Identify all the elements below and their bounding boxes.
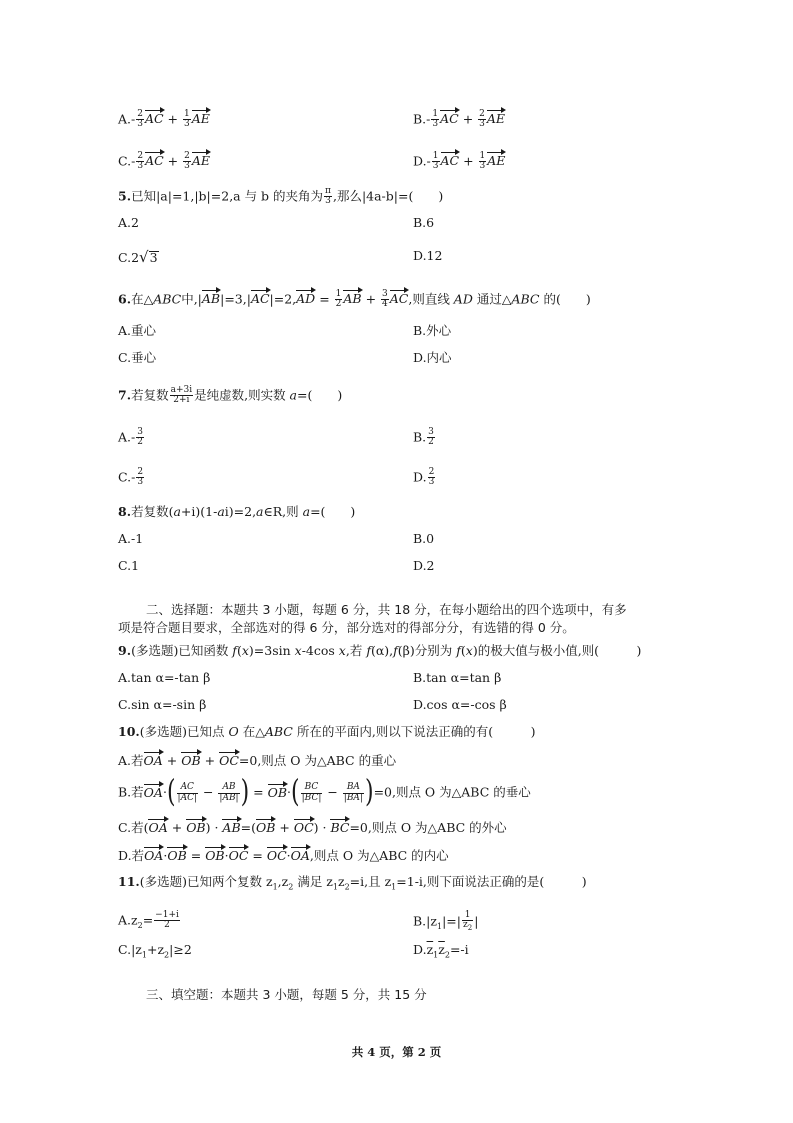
q7-option-b [413,428,436,448]
question-text: )的极大值与极小值,则( ) [472,643,642,658]
question-number: 11. [118,874,140,889]
question-text: =i,且 z [349,874,392,889]
option-label: A.- [118,111,136,127]
subscript: 2 [288,882,294,892]
denominator: 2+i [173,395,190,406]
dot-operator: · [162,784,167,800]
question-text: ,那么|4a-b|=( ) [332,188,444,204]
fraction [343,783,364,803]
vector-ab: AB [343,291,362,307]
question-text: (多选题)已知函数 [131,643,233,658]
denominator: |AB| [219,792,239,803]
right-paren: ) [240,774,250,810]
question-text: i)=2, [224,504,257,519]
q5-option-b: B.6 [413,215,435,230]
vector-bc: BC [330,820,350,835]
question-text: 在△ [238,724,265,739]
numerator: 2 [137,467,144,477]
question-text: ( [236,643,242,658]
fraction [301,783,323,803]
function-f: f [393,643,398,658]
fraction [427,428,435,448]
question-text: ∈R,则 [263,504,303,519]
denominator: |BC| [301,792,322,803]
denominator: 2 [164,920,170,931]
denominator: 3 [184,161,190,172]
option-label: D. [413,469,427,485]
denominator: 2 [137,437,143,448]
numerator: BA [343,783,364,793]
numerator: 1 [479,151,486,161]
q9-option-a: A.tan α=-tan β [118,670,211,685]
subscript: 1 [272,882,278,892]
q4-option-a: A.- $\frac{2}{3}$ AC + $\frac{1}{3}$ AE [118,109,210,130]
variable-a: a [173,504,181,519]
q5-option-c [118,250,159,265]
section-2-heading [118,601,678,637]
subscript: 1 [332,882,338,892]
variable-a: a [302,504,311,519]
subscript: 1 [433,950,439,960]
section-3-heading: 三、填空题：本题共 3 小题，每题 5 分，共 15 分 [146,987,427,1002]
question-text: 若复数( [131,504,174,519]
page-footer: 共 4 页，第 2 页 [351,1045,442,1059]
numerator: BC [301,783,323,793]
variable-x: x [338,643,346,658]
question-text: -4cos [301,643,339,658]
option-label: D.- [413,153,431,169]
denominator: 3 [479,119,485,130]
numerator: π [325,186,331,196]
option-text: =0,则点 O 为△ABC 的垂心 [373,784,531,800]
denominator: |AC| [177,792,197,803]
question-8 [118,506,355,519]
option-label: C.若( [118,820,149,835]
equals-sign: = [315,291,334,307]
fraction [478,110,486,130]
vector-oc: OC [266,848,287,863]
denominator: |BA| [343,792,363,803]
fraction [381,290,389,310]
subscript: 1 [141,950,147,960]
subscript: 2 [467,924,473,933]
question-text: ,则直线 [408,291,454,307]
denominator: 3 [325,196,331,207]
q10-option-a: A.若OA + OB + OC=0,则点 O 为△ABC 的重心 [118,753,397,768]
option-label: C.- [118,469,136,485]
denominator: 2 [428,437,434,448]
question-6 [118,290,591,310]
option-text: =0,则点 O 为△ABC 的外心 [349,820,507,835]
question-number: 8. [118,504,132,519]
question-10 [118,726,536,739]
denominator: 3 [137,161,144,172]
vector-oc: OC [228,848,249,863]
question-text: 通过△ [472,291,512,307]
numerator: 3 [382,289,388,299]
option-label: B.- [413,111,431,127]
fraction [136,428,144,448]
variable-x: x [465,643,473,658]
line-ad: AD [453,291,473,307]
denominator [462,921,473,932]
fraction [154,911,180,931]
variable-x: x [294,643,302,658]
question-text: (β)分别为 [397,643,457,658]
vector-oc: OC [293,820,314,835]
numerator: 1 [335,289,342,299]
denominator: 3 [432,161,439,172]
option-label: B.|z [413,913,437,929]
option-label: A.- [118,429,136,445]
fraction [183,152,191,172]
variable-a: a [217,504,225,519]
question-text: )=3sin [248,643,295,658]
question-text: =1-i,则下面说法正确的是( ) [396,874,587,889]
option-label: B.若 [118,784,144,800]
numerator: 2 [137,151,144,161]
function-f: f [366,643,371,658]
question-text: (多选题)已知点 [139,724,229,739]
numerator: 3 [137,427,143,437]
question-text: |=3,| [220,291,251,307]
option-label: C.2 [118,250,140,265]
vector-oa: OA [148,820,168,835]
vector-ac: AC [440,111,459,127]
triangle-abc: ABC [264,724,293,739]
question-text: 的( ) [539,291,591,307]
fraction [218,783,239,803]
question-text: =( ) [310,504,356,519]
left-paren: ( [166,774,176,810]
q9-option-d: D.cos α=-cos β [413,697,507,712]
question-11: 11.(多选题)已知两个复数 $z_1,z_2$ 满足 $z_1z_2=i$,且 $z_1=1-i$,则下面说法正确的是( ) [118,874,587,892]
left-paren: ( [291,774,300,810]
radicand: 3 [149,250,158,265]
question-text: 在△ [131,291,154,307]
q11-option-d [413,944,469,960]
numerator: 2 [184,151,190,161]
numerator: 1 [183,109,190,119]
numerator: AB [218,783,239,793]
q6-option-d: D.内心 [413,350,452,365]
denominator: 3 [183,119,190,130]
vector-ae: AE [487,153,506,169]
fraction [136,110,144,130]
option-label: A.z [118,912,138,928]
q8-option-c: C.1 [118,558,140,573]
triangle-abc: ABC [511,291,540,307]
q6-option-a: A.重心 [118,323,157,338]
option-text: =0,则点 O 为△ABC 的重心 [238,753,397,768]
numerator: 3 [428,427,434,437]
option-text: |=| [442,913,461,929]
subscript: 2 [137,920,143,930]
numerator: −1+i [155,910,179,920]
vector-ob: OB [186,820,206,835]
option-label: D. [413,942,427,957]
vector-ab: AB [201,291,221,307]
section-text: 二、选择题：本题共 3 小题，每题 6 分，共 18 分，在每小题给出的四个选项中，有多 [146,602,627,617]
q7-option-c [118,468,145,488]
numerator: 1 [432,151,439,161]
fraction [136,152,144,172]
q10-option-d: D.若OA·OB = OB·OC = OC·OA,则点 O 为△ABC 的内心 [118,848,449,863]
q8-option-a: A.-1 [118,531,144,546]
question-9 [118,645,641,658]
variable-a: a [256,504,264,519]
numerator: AC [177,783,198,793]
q4-option-d: D.- $\frac{1}{3}$ AC + $\frac{1}{3}$ AE [413,151,506,172]
vector-oa: OA [144,848,164,863]
q5-option-a: A.2 [118,215,139,230]
vector-ac: AC [144,111,164,127]
fraction [177,783,198,803]
function-f: f [456,643,461,658]
question-text: 所在的平面内,则以下说法正确的有( ) [292,724,536,739]
vector-ae: AE [191,111,210,127]
vector-ad: AD [296,291,316,307]
question-7 [118,386,342,406]
numerator: 1 [432,109,439,119]
vector-oa: OA [290,848,310,863]
question-number: 5. [118,188,132,204]
q11-option-a: $A.z_2=$ $\frac{-1+i}{2}$ [118,910,179,931]
question-text: 中,| [181,291,202,307]
vector-oa: OA [143,753,163,768]
subscript: 1 [436,921,443,931]
fraction [462,911,473,933]
vector-ae: AE [191,153,210,169]
q7-option-a [118,428,145,448]
q5-option-d: D.12 [413,248,443,263]
fraction [324,187,332,207]
q11-option-c: $C.|z_1+z_2|\ge 2$ [118,942,192,960]
q10-option-c: C.若(OA + OB) · AB=(OB + OC) · BC=0,则点 O 为△ABC 的外心 [118,820,507,835]
option-label: D.若 [118,848,145,863]
point-o: O [228,724,239,739]
fraction [136,468,144,488]
question-text: (多选题)已知两个复数 z [139,874,273,889]
plus-sign: + [361,291,381,307]
question-number: 10. [118,724,140,739]
subscript: 2 [344,882,350,892]
question-text: 若复数 [131,387,169,403]
vector-oc: OC [219,753,239,768]
q4-option-c: C.- $\frac{2}{3}$ AC + $\frac{2}{3}$ AE [118,151,210,172]
conjugate-z2: $\overline{z}$ [438,942,445,957]
section-text: 项是符合题目要求，全部选对的得 6 分，部分选对的得部分分，有选错的得 0 分。 [118,620,575,635]
vector-ob: OB [205,848,225,863]
option-label: C.- [118,153,136,169]
question-text: 满足 z [297,874,333,889]
denominator: 4 [382,299,388,310]
variable-x: x [241,643,249,658]
question-number: 6. [118,291,132,307]
question-text: (α), [370,643,394,658]
subscript: 1 [391,882,397,892]
q4-option-b: B.- $\frac{1}{3}$ AC + $\frac{2}{3}$ AE [413,109,506,130]
vector-ac: AC [250,291,270,307]
question-5 [118,187,443,207]
vector-ab: AB [222,820,241,835]
subscript: 2 [444,950,450,960]
q9-option-b: B.tan α=tan β [413,670,502,685]
fraction [431,110,439,130]
denominator: 2 [335,299,342,310]
vector-ob: OB [256,820,276,835]
vector-ac: AC [145,153,164,169]
option-label: B. [413,429,427,445]
question-text: |=2, [269,291,297,307]
option-text: =-i [449,942,469,957]
subscript: 2 [164,950,170,960]
question-text: +i)(1- [180,504,218,519]
option-text: |≥2 [169,942,192,957]
q9-option-c: C.sin α=-sin β [118,697,207,712]
numerator: 1 [462,911,473,921]
z-variable: z [462,920,468,931]
fraction [183,110,191,130]
numerator: 2 [137,109,143,119]
q6-option-b: B.外心 [413,323,452,338]
vector-oa: OA [143,784,163,800]
denominator: 3 [479,161,486,172]
fraction [432,152,440,172]
option-label: A.若 [118,753,144,768]
vector-ac: AC [440,153,460,169]
denominator: 3 [137,119,143,130]
conjugate-z1: $\overline{z}$ [426,942,434,957]
option-text: ,则点 O 为△ABC 的内心 [309,848,449,863]
question-number: 9. [118,643,132,658]
fraction [479,152,487,172]
question-text: =( ) [297,387,343,403]
variable-a: a [289,387,297,403]
q6-option-c: C.垂心 [118,350,157,365]
q8-option-d: D.2 [413,558,435,573]
vector-ob: OB [167,848,187,863]
numerator: 2 [428,467,435,477]
denominator: 3 [137,477,144,488]
q10-option-b: B.若OA·( $\frac{AC}{|AC|}$ − $\frac{AB}{|AB|}$ ) = OB·( $\frac{BC}{|BC|}$ − $\frac{BA}{|BA|}$ )=0,则点 O 为△ABC 的垂心 [118,774,531,810]
denominator: 3 [432,119,439,130]
fraction [428,468,436,488]
question-text: ,若 [345,643,367,658]
right-paren: ) [364,774,374,810]
function-f: f [232,643,237,658]
radical-sign: √ [139,248,149,266]
fraction [170,386,194,406]
denominator: 3 [428,477,435,488]
q11-option-b: $B.|z_1|=|$ $\frac{1}{z_2}$ | [413,910,479,933]
vector-ob: OB [267,784,288,800]
question-text: ( [460,643,466,658]
triangle-abc: ABC [153,291,182,307]
vector-ob: OB [181,753,201,768]
q8-option-b: B.0 [413,531,435,546]
option-label: C.|z [118,942,142,957]
vector-ac: AC [389,291,409,307]
question-text: 已知|a|=1,|b|=2,a 与 b 的夹角为 [131,188,324,204]
q7-option-d [413,468,436,488]
question-text: 是纯虚数,则实数 [194,387,290,403]
vector-ae: AE [486,111,506,127]
question-number: 7. [118,387,132,403]
fraction [335,290,343,310]
numerator: a+3i [170,385,193,395]
numerator: 2 [479,109,485,119]
